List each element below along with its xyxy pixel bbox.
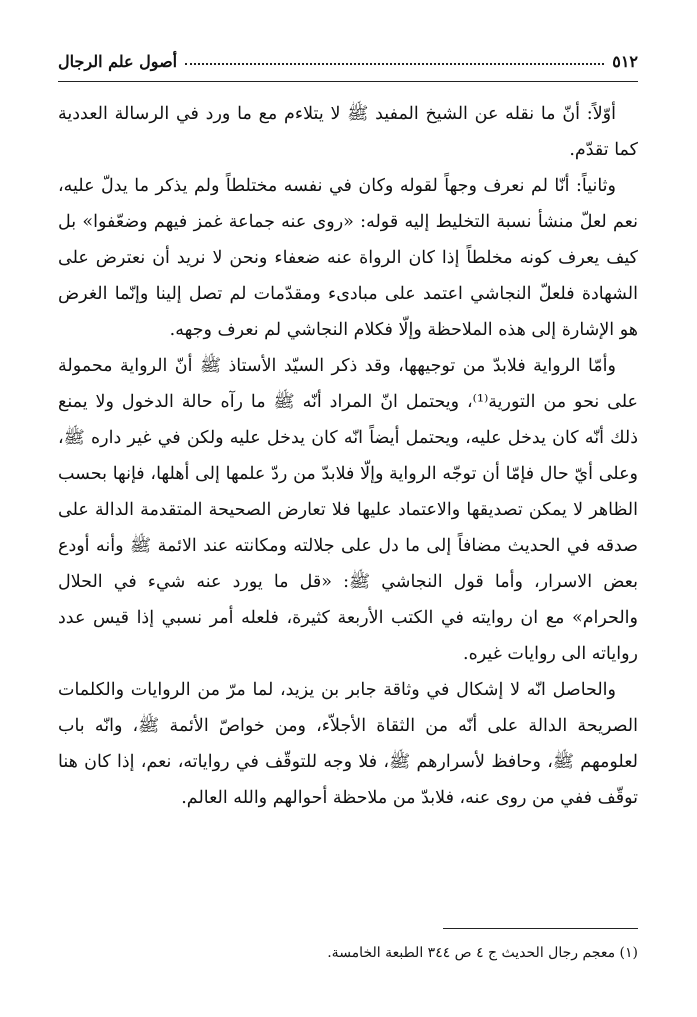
dotted-leader [185, 63, 604, 65]
footnote-rule [443, 928, 638, 929]
body-text [58, 96, 638, 816]
paragraph-3: وأمّا الرواية فلابدّ من توجيهها، وقد ذكر السيّد الأستاذ ﷺ أنّ الرواية محمولة على نحو من التورية⁽¹⁾، ويحتمل انّ المراد أنّه ﷺ ما رآه حالة الدخول ولا يمنع ذلك أنّه كان يدخل عليه، ويحتمل أيضاً انّه كان يدخل عليه ولكن في غير داره ﷺ، وعلى أيّ حال فإمّا أن توجّه الرواية وإلّا فلابدّ من ردّ علمها إلى أهلها، فإنها بحسب الظاهر لا يمكن تصديقها والاعتماد عليها فلا تعارض الصحيحة المتقدمة الدالة على صدقه في الحديث مضافاً إلى ما دل على جلالته ومكانته عند الائمة ﷺ وأنه أودع بعض الاسرار، وأما قول النجاشي ﷺ: «قل ما يورد عنه شيء في الحلال والحرام» مع ان روايته في الكتب الأربعة كثيرة، فلعله أمر نسبي إذا قيس عدد رواياته الى روايات غيره. [58, 356, 638, 664]
paragraph-2: وثانياً: أنّا لم نعرف وجهاً لقوله وكان في نفسه مختلطاً ولم يذكر ما يدلّ عليه، نعم لعلّ منشأ نسبة التخليط إليه قوله: «روى عنه جماعة غمز فيهم وضعّفوا» بل كيف يعرف كونه مخلطاً إذا كان الرواة عنه ضعفاء ونحن لا نريد أن نعترض على الشهادة فلعلّ النجاشي اعتمد على مبادىء ومقدّمات لم تصل إلينا وإنّما الغرض هو الإشارة إلى هذه الملاحظة وإلّا فكلام النجاشي لم نعرف وجهه. [58, 176, 638, 340]
paragraph-1: أوّلاً: أنّ ما نقله عن الشيخ المفيد ﷺ لا يتلاءم مع ما ورد في الرسالة العددية كما تقدّم. [58, 104, 638, 160]
page-header [58, 44, 638, 78]
header-rule [58, 81, 638, 82]
footnote: (١) معجم رجال الحديث ج ٤ ص ٣٤٤ الطبعة الخامسة. [327, 945, 638, 961]
page-number: ٥١٢ [612, 51, 638, 71]
running-title: أصول علم الرجال [58, 51, 178, 71]
paragraph-4: والحاصل انّه لا إشكال في وثاقة جابر بن يزيد، لما مرّ من الروايات والكلمات الصريحة الدالة على أنّه من الثقاة الأجلاّء، ومن خواصّ الأئمة ﷺ، وانّه باب لعلومهم ﷺ، وحافظ لأسرارهم ﷺ، فلا وجه للتوقّف في رواياته، نعم، إذا كان هنا توقّف ففي من روى عنه، فلابدّ من ملاحظة أحوالهم والله العالم. [58, 680, 638, 808]
document-page [58, 0, 638, 1017]
